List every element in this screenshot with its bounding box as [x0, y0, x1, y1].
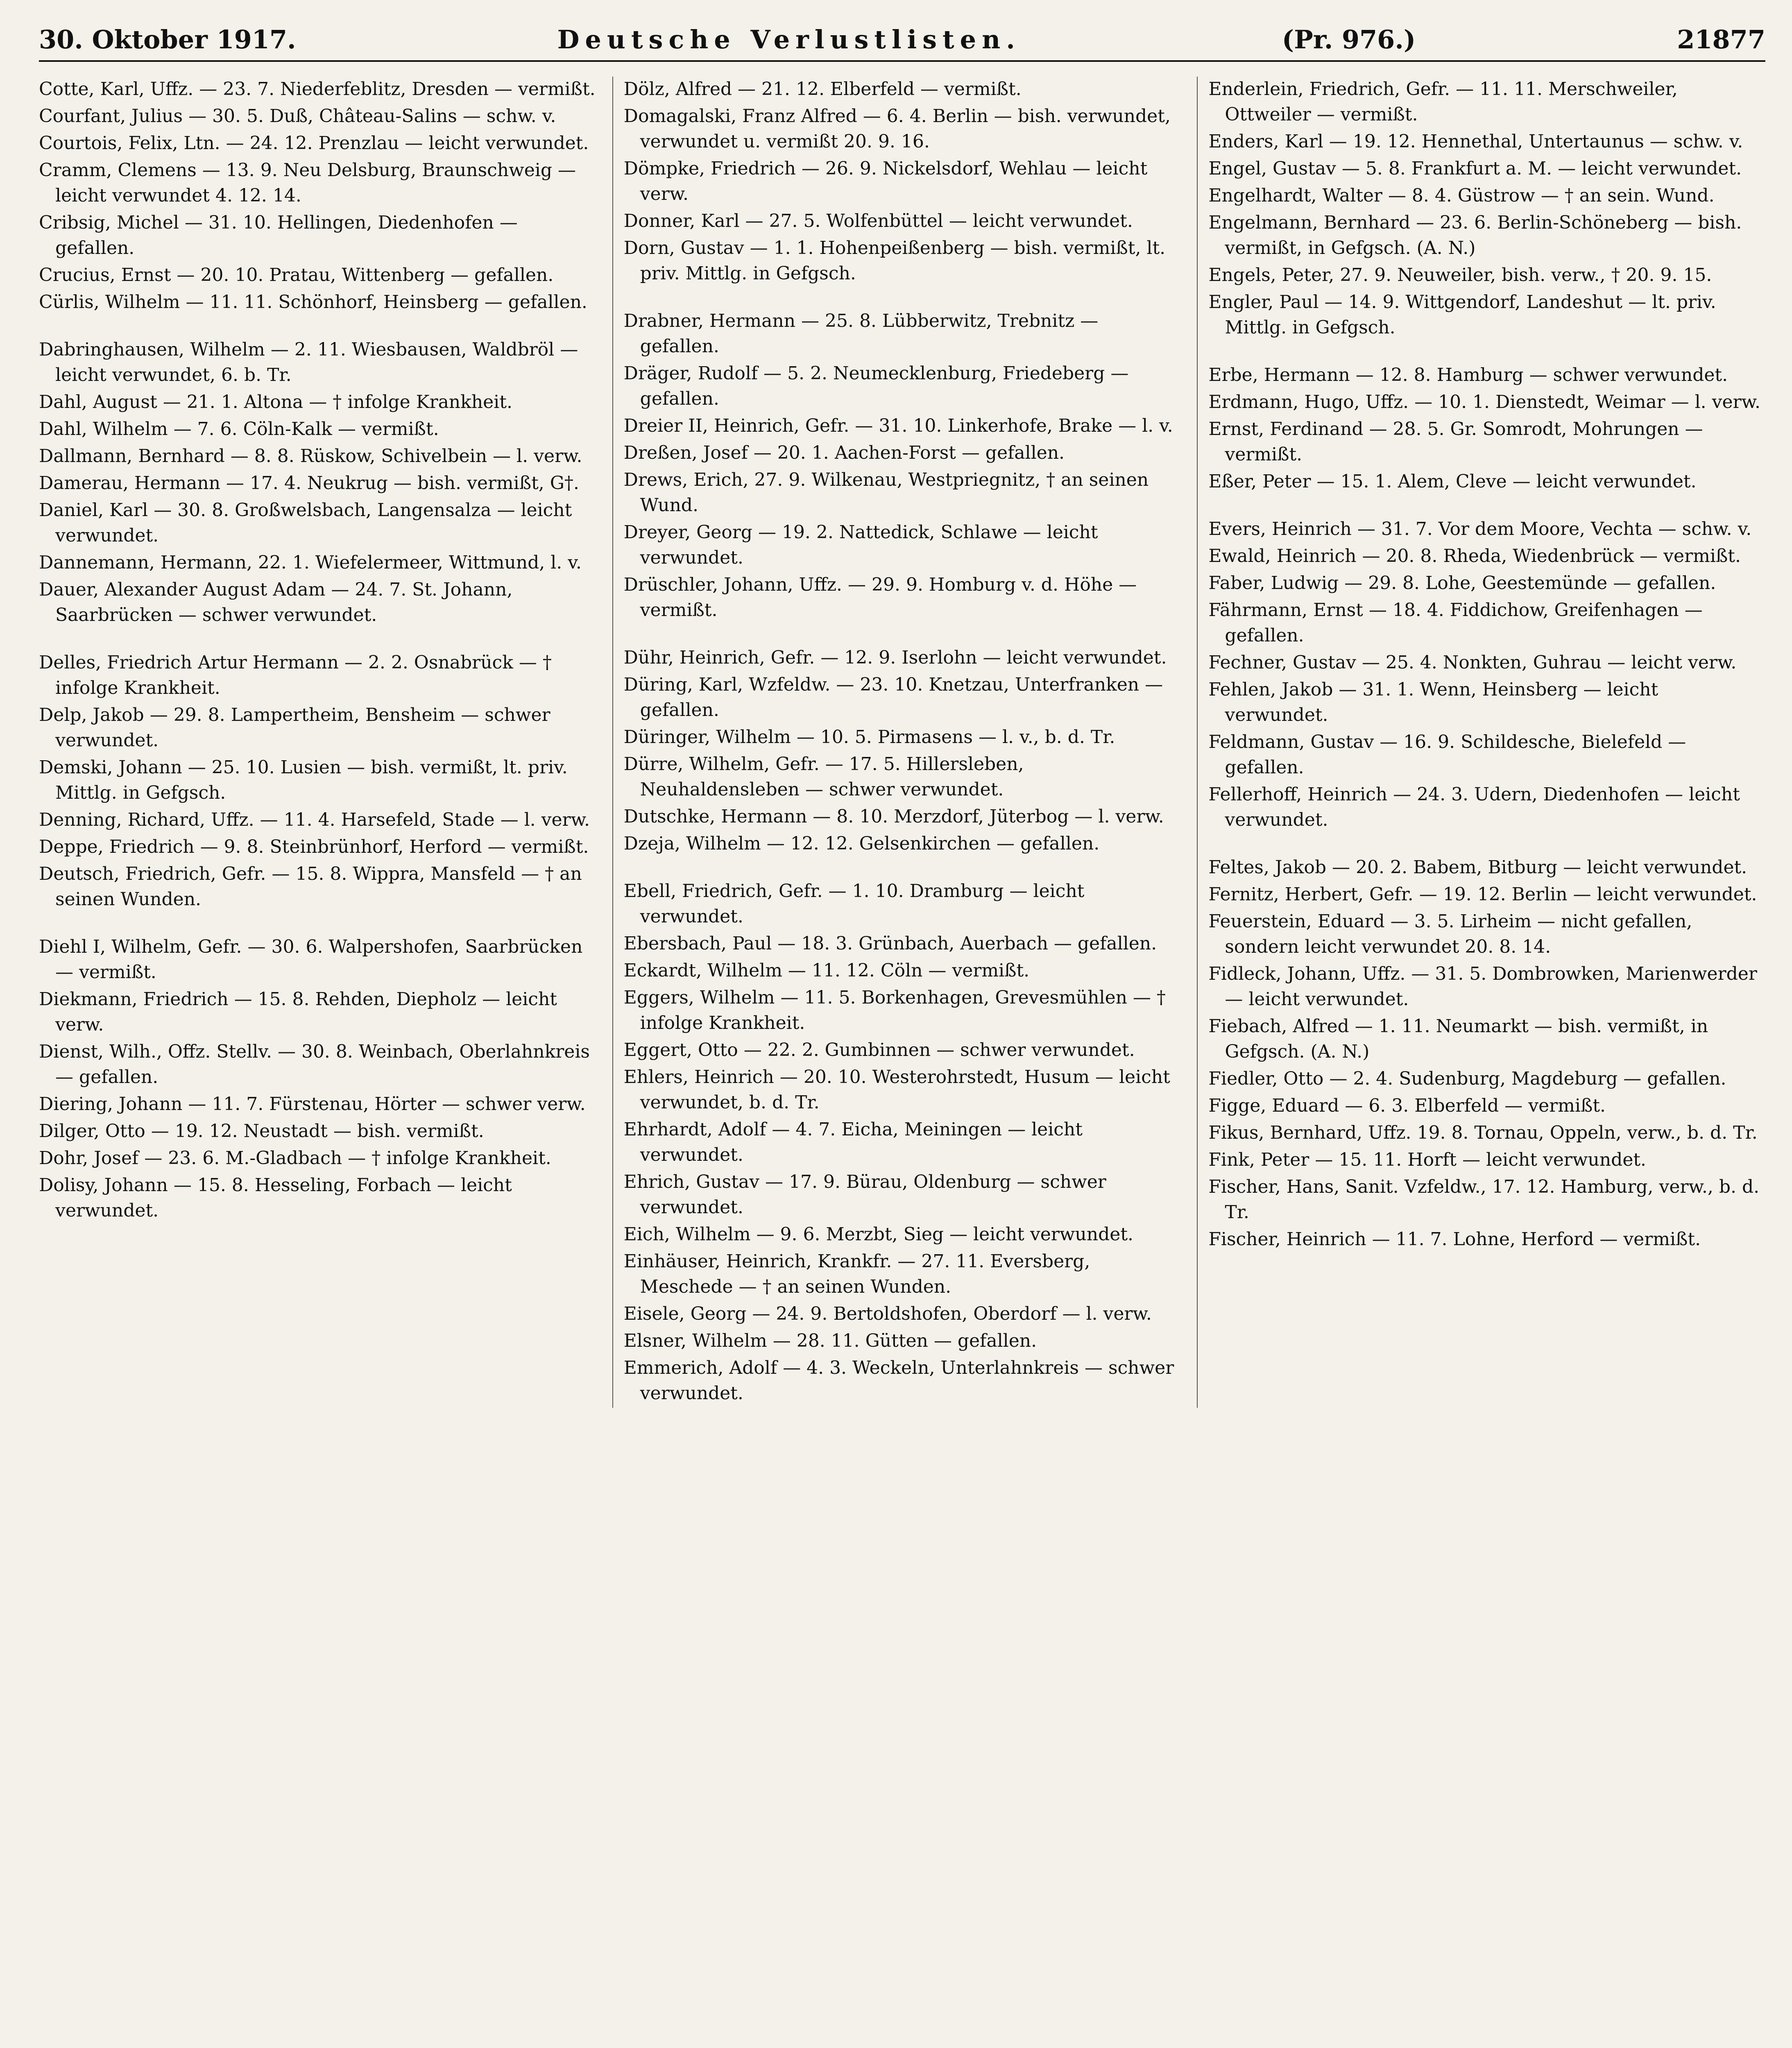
list-entry: Fischer, Heinrich — 11. 7. Lohne, Herford — vermißt. [1208, 1229, 1701, 1250]
column-3 [1197, 77, 1765, 1408]
list-entry: Diehl I, Wilhelm, Gefr. — 30. 6. Walpershofen, Saarbrücken — vermißt. [39, 936, 583, 983]
list-entry: Engels, Peter, 27. 9. Neuweiler, bish. verw., † 20. 9. 15. [1208, 265, 1712, 285]
list-entry: Fikus, Bernhard, Uffz. 19. 8. Tornau, Oppeln, verw., b. d. Tr. [1208, 1122, 1758, 1143]
list-entry: Donner, Karl — 27. 5. Wolfenbüttel — leicht verwundet. [623, 211, 1133, 231]
list-entry: Cürlis, Wilhelm — 11. 11. Schönhorf, Heinsberg — gefallen. [39, 292, 587, 313]
columns [39, 77, 1765, 1408]
list-entry: Engelmann, Bernhard — 23. 6. Berlin-Schöneberg — bish. vermißt, in Gefgsch. (A. N.) [1208, 212, 1742, 258]
list-entry: Dühr, Heinrich, Gefr. — 12. 9. Iserlohn — leicht verwundet. [623, 647, 1167, 668]
list-entry: Dauer, Alexander August Adam — 24. 7. St. Johann, Saarbrücken — schwer verwundet. [39, 579, 513, 625]
list-entry: Delp, Jakob — 29. 8. Lampertheim, Bensheim — schwer verwundet. [39, 705, 551, 751]
list-entry: Fink, Peter — 15. 11. Horft — leicht verwundet. [1208, 1149, 1647, 1170]
list-entry: Courfant, Julius — 30. 5. Duß, Château-Salins — schw. v. [39, 106, 556, 127]
list-entry: Dallmann, Bernhard — 8. 8. Rüskow, Schivelbein — l. verw. [39, 446, 582, 467]
list-entry: Fellerhoff, Heinrich — 24. 3. Udern, Diedenhofen — leicht verwundet. [1208, 784, 1740, 830]
group-spacer [39, 630, 596, 650]
list-entry: Dölz, Alfred — 21. 12. Elberfeld — vermißt. [623, 79, 1022, 100]
list-entry: Fischer, Hans, Sanit. Vzfeldw., 17. 12. Hamburg, verw., b. d. Tr. [1208, 1176, 1760, 1223]
list-entry: Eckardt, Wilhelm — 11. 12. Cöln — vermißt. [623, 960, 1030, 981]
list-entry: Fechner, Gustav — 25. 4. Nonkten, Guhrau — leicht verw. [1208, 652, 1737, 673]
list-entry: Emmerich, Adolf — 4. 3. Weckeln, Unterlahnkreis — schwer verwundet. [623, 1357, 1174, 1404]
list-entry: Eßer, Peter — 15. 1. Alem, Cleve — leicht verwundet. [1208, 471, 1697, 492]
list-entry: Daniel, Karl — 30. 8. Großwelsbach, Langensalza — leicht verwundet. [39, 500, 572, 546]
list-entry: Ebersbach, Paul — 18. 3. Grünbach, Auerbach — gefallen. [623, 933, 1157, 954]
list-entry: Cramm, Clemens — 13. 9. Neu Delsburg, Braunschweig — leicht verwundet 4. 12. 14. [39, 160, 576, 206]
list-entry: Dilger, Otto — 19. 12. Neustadt — bish. vermißt. [39, 1121, 484, 1142]
column-2 [612, 77, 1181, 1408]
list-entry: Eisele, Georg — 24. 9. Bertoldshofen, Oberdorf — l. verw. [623, 1303, 1152, 1324]
header-date: 30. Oktober 1917. [39, 25, 296, 54]
group-spacer [624, 858, 1181, 879]
list-entry: Fidleck, Johann, Uffz. — 31. 5. Dombrowken, Marienwerder — leicht verwundet. [1208, 963, 1757, 1010]
list-entry: Fiebach, Alfred — 1. 11. Neumarkt — bish. vermißt, in Gefgsch. (A. N.) [1208, 1016, 1708, 1062]
group-spacer [39, 914, 596, 934]
list-entry: Feldmann, Gustav — 16. 9. Schildesche, Bielefeld — gefallen. [1208, 732, 1686, 778]
list-entry: Dürre, Wilhelm, Gefr. — 17. 5. Hillersleben, Neuhaldensleben — schwer verwundet. [623, 754, 1024, 800]
list-entry: Drüschler, Johann, Uffz. — 29. 9. Homburg v. d. Höhe — vermißt. [623, 574, 1137, 621]
header-title: Deutsche Verlustlisten. [557, 25, 1021, 54]
list-entry: Dienst, Wilh., Offz. Stellv. — 30. 8. Weinbach, Oberlahnkreis — gefallen. [39, 1041, 590, 1087]
list-entry: Figge, Eduard — 6. 3. Elberfeld — vermißt. [1208, 1095, 1606, 1116]
list-entry: Dzeja, Wilhelm — 12. 12. Gelsenkirchen — gefallen. [623, 833, 1100, 854]
list-entry: Ehlers, Heinrich — 20. 10. Westerohrstedt, Husum — leicht verwundet, b. d. Tr. [623, 1067, 1170, 1113]
list-entry: Diering, Johann — 11. 7. Fürstenau, Hörter — schwer verw. [39, 1094, 586, 1115]
group-spacer [1208, 496, 1765, 517]
page-header [39, 25, 1765, 62]
list-entry: Eggert, Otto — 22. 2. Gumbinnen — schwer verwundet. [623, 1040, 1135, 1060]
group-spacer [39, 317, 596, 337]
list-entry: Faber, Ludwig — 29. 8. Lohe, Geestemünde — gefallen. [1208, 573, 1716, 594]
group-spacer [1208, 834, 1765, 855]
list-entry: Elsner, Wilhelm — 28. 11. Gütten — gefallen. [623, 1330, 1037, 1351]
list-entry: Deppe, Friedrich — 9. 8. Steinbrünhorf, Herford — vermißt. [39, 836, 589, 857]
list-entry: Dahl, Wilhelm — 7. 6. Cöln-Kalk — vermißt. [39, 419, 439, 440]
list-entry: Düring, Karl, Wzfeldw. — 23. 10. Knetzau, Unterfranken — gefallen. [623, 674, 1163, 720]
list-entry: Engel, Gustav — 5. 8. Frankfurt a. M. — leicht verwundet. [1208, 158, 1742, 179]
list-entry: Erbe, Hermann — 12. 8. Hamburg — schwer verwundet. [1208, 365, 1728, 385]
list-entry: Ewald, Heinrich — 20. 8. Rheda, Wiedenbrück — vermißt. [1208, 546, 1741, 566]
list-entry: Denning, Richard, Uffz. — 11. 4. Harsefeld, Stade — l. verw. [39, 809, 590, 830]
list-entry: Fehlen, Jakob — 31. 1. Wenn, Heinsberg — leicht verwundet. [1208, 679, 1658, 725]
list-entry: Dömpke, Friedrich — 26. 9. Nickelsdorf, Wehlau — leicht verw. [623, 158, 1148, 204]
newspaper-page [39, 25, 1765, 2048]
list-entry: Erdmann, Hugo, Uffz. — 10. 1. Dienstedt, Weimar — l. verw. [1208, 392, 1760, 412]
list-entry: Deutsch, Friedrich, Gefr. — 15. 8. Wippra, Mansfeld — † an seinen Wunden. [39, 863, 582, 910]
group-spacer [624, 288, 1181, 308]
list-entry: Enderlein, Friedrich, Gefr. — 11. 11. Merschweiler, Ottweiler — vermißt. [1208, 79, 1678, 125]
list-entry: Feuerstein, Eduard — 3. 5. Lirheim — nicht gefallen, sondern leicht verwundet 20. 8. 14. [1208, 911, 1692, 957]
list-entry: Eich, Wilhelm — 9. 6. Merzbt, Sieg — leicht verwundet. [623, 1224, 1133, 1245]
list-entry: Fährmann, Ernst — 18. 4. Fiddichow, Greifenhagen — gefallen. [1208, 600, 1703, 646]
list-entry: Dutschke, Hermann — 8. 10. Merzdorf, Jüterbog — l. verw. [623, 806, 1164, 827]
list-entry: Dreßen, Josef — 20. 1. Aachen-Forst — gefallen. [623, 442, 1065, 463]
list-entry: Dräger, Rudolf — 5. 2. Neumecklenburg, Friedeberg — gefallen. [623, 363, 1129, 409]
list-entry: Feltes, Jakob — 20. 2. Babem, Bitburg — leicht verwundet. [1208, 857, 1747, 878]
list-entry: Drabner, Hermann — 25. 8. Lübberwitz, Trebnitz — gefallen. [623, 310, 1099, 357]
list-entry: Ebell, Friedrich, Gefr. — 1. 10. Dramburg — leicht verwundet. [623, 881, 1085, 927]
list-entry: Ernst, Ferdinand — 28. 5. Gr. Somrodt, Mohrungen — vermißt. [1208, 419, 1703, 465]
list-entry: Ehrhardt, Adolf — 4. 7. Eicha, Meiningen — leicht verwundet. [623, 1119, 1083, 1165]
list-entry: Evers, Heinrich — 31. 7. Vor dem Moore, Vechta — schw. v. [1208, 519, 1752, 539]
list-entry: Dannemann, Hermann, 22. 1. Wiefelermeer, Wittmund, l. v. [39, 552, 582, 573]
list-entry: Dreier II, Heinrich, Gefr. — 31. 10. Linkerhofe, Brake — l. v. [623, 415, 1173, 436]
list-entry: Delles, Friedrich Artur Hermann — 2. 2. Osnabrück — † infolge Krankheit. [39, 652, 552, 698]
list-entry: Dolisy, Johann — 15. 8. Hesseling, Forbach — leicht verwundet. [39, 1175, 512, 1221]
list-entry: Fiedler, Otto — 2. 4. Sudenburg, Magdeburg — gefallen. [1208, 1068, 1726, 1089]
list-entry: Engelhardt, Walter — 8. 4. Güstrow — † an sein. Wund. [1208, 185, 1715, 206]
list-entry: Crucius, Ernst — 20. 10. Pratau, Wittenberg — gefallen. [39, 265, 554, 285]
group-spacer [1208, 342, 1765, 362]
list-entry: Enders, Karl — 19. 12. Hennethal, Untertaunus — schw. v. [1208, 131, 1743, 152]
list-entry: Dahl, August — 21. 1. Altona — † infolge Krankheit. [39, 392, 512, 412]
list-entry: Cribsig, Michel — 31. 10. Hellingen, Diedenhofen — gefallen. [39, 212, 518, 258]
list-entry: Cotte, Karl, Uffz. — 23. 7. Niederfeblitz, Dresden — vermißt. [39, 79, 596, 100]
column-1 [39, 77, 596, 1408]
list-entry: Courtois, Felix, Ltn. — 24. 12. Prenzlau — leicht verwundet. [39, 133, 589, 154]
list-entry: Drews, Erich, 27. 9. Wilkenau, Westpriegnitz, † an seinen Wund. [623, 469, 1149, 516]
header-issue: (Pr. 976.) [1282, 25, 1416, 54]
list-entry: Dreyer, Georg — 19. 2. Nattedick, Schlawe — leicht verwundet. [623, 522, 1098, 568]
list-entry: Damerau, Hermann — 17. 4. Neukrug — bish. vermißt, G†. [39, 473, 579, 494]
list-entry: Dabringhausen, Wilhelm — 2. 11. Wiesbausen, Waldbröl — leicht verwundet, 6. b. Tr. [39, 339, 578, 385]
list-entry: Demski, Johann — 25. 10. Lusien — bish. vermißt, lt. priv. Mittlg. in Gefgsch. [39, 757, 568, 803]
list-entry: Einhäuser, Heinrich, Krankfr. — 27. 11. Eversberg, Meschede — † an seinen Wunden. [623, 1251, 1090, 1297]
list-entry: Engler, Paul — 14. 9. Wittgendorf, Landeshut — lt. priv. Mittlg. in Gefgsch. [1208, 292, 1716, 338]
list-entry: Diekmann, Friedrich — 15. 8. Rehden, Diepholz — leicht verw. [39, 989, 557, 1035]
list-entry: Fernitz, Herbert, Gefr. — 19. 12. Berlin — leicht verwundet. [1208, 884, 1757, 905]
list-entry: Dorn, Gustav — 1. 1. Hohenpeißenberg — bish. vermißt, lt. priv. Mittlg. in Gefgsch. [623, 238, 1166, 284]
list-entry: Eggers, Wilhelm — 11. 5. Borkenhagen, Grevesmühlen — † infolge Krankheit. [623, 987, 1166, 1033]
list-entry: Domagalski, Franz Alfred — 6. 4. Berlin — bish. verwundet, verwundet u. vermißt 20. 9. 16. [623, 106, 1171, 152]
list-entry: Düringer, Wilhelm — 10. 5. Pirmasens — l. v., b. d. Tr. [623, 727, 1115, 748]
list-entry: Dohr, Josef — 23. 6. M.-Gladbach — † infolge Krankheit. [39, 1148, 551, 1169]
header-page-number: 21877 [1677, 25, 1765, 54]
group-spacer [624, 625, 1181, 645]
list-entry: Ehrich, Gustav — 17. 9. Bürau, Oldenburg — schwer verwundet. [623, 1171, 1106, 1218]
